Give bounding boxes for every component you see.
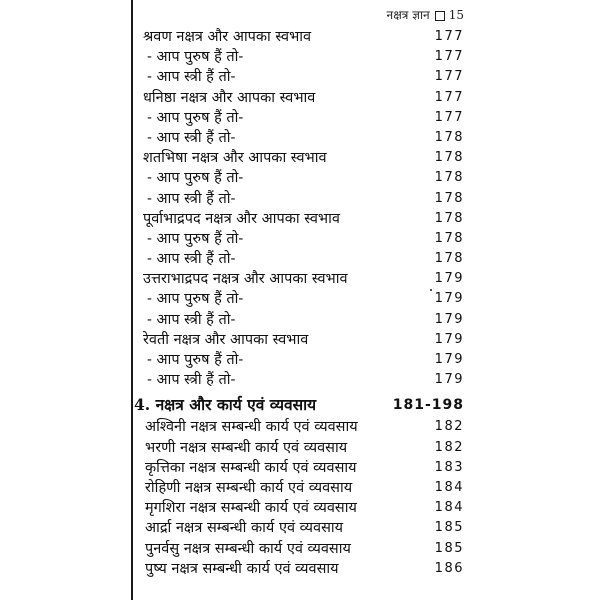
- toc-entry-label: भरणी नक्षत्र सम्बन्धी कार्य एवं व्यवसाय: [145, 439, 348, 456]
- toc-subentry-row: [131, 67, 468, 87]
- toc-entry-label: धनिष्ठा नक्षत्र और आपका स्वभाव: [143, 89, 316, 106]
- toc-subentry-row: [131, 168, 468, 188]
- toc-entry-label: - आप पुरुष हैं तो-: [147, 49, 244, 66]
- toc-entry-row: [131, 27, 468, 47]
- toc-entry-page: 184: [434, 479, 464, 495]
- toc-subentry-row: [131, 249, 468, 269]
- toc-entry-page: 178: [434, 230, 464, 246]
- toc-entry-label: अश्विनी नक्षत्र सम्बन्धी कार्य एवं व्यवसाय: [145, 419, 358, 436]
- toc-entry-page: 178: [434, 129, 464, 145]
- toc-entry-label: रोहिणी नक्षत्र सम्बन्धी कार्य एवं व्यवसाय: [145, 479, 353, 496]
- toc-subentry-row: [131, 289, 468, 309]
- toc-entry-label: - आप पुरुष हैं तो-: [147, 352, 244, 368]
- toc-entry-row: [131, 458, 468, 478]
- toc-entry-label: शतभिषा नक्षत्र और आपका स्वभाव: [143, 150, 327, 167]
- toc-entry-page: 179: [434, 291, 464, 307]
- toc-entry-page: 184: [434, 500, 464, 516]
- toc-entry-label: - आप स्त्री हैं तो-: [147, 311, 236, 328]
- toc-entry-page: 185: [434, 520, 464, 536]
- toc-entry-page: 179: [434, 331, 464, 347]
- toc-entry-row: [131, 330, 468, 350]
- toc-entry-row: [131, 209, 468, 229]
- toc-subentry-row: [131, 370, 468, 390]
- toc-entry-label: - आप स्त्री हैं तो-: [147, 372, 236, 389]
- toc-entry-label: - आप स्त्री हैं तो-: [147, 129, 236, 146]
- toc-entry-page: 177: [434, 29, 464, 44]
- toc-entry-row: [131, 269, 468, 289]
- toc-entry-label: - आप स्त्री हैं तो-: [147, 69, 236, 86]
- toc-chapter-row: [131, 393, 468, 417]
- toc-entry-page: 181-198: [392, 397, 464, 414]
- square-bullet-icon: [435, 11, 445, 21]
- toc-entry-page: 182: [434, 419, 464, 435]
- toc-entry-page: 178: [434, 190, 464, 206]
- toc-entry-label: पूर्वाभाद्रपद नक्षत्र और आपका स्वभाव: [143, 210, 340, 227]
- toc-subentry-row: [131, 189, 468, 209]
- toc-entry-page: 178: [434, 170, 464, 186]
- toc-entry-label: रेवती नक्षत्र और आपका स्वभाव: [143, 331, 309, 348]
- table-of-contents: [131, 27, 468, 579]
- toc-entry-page: 186: [434, 560, 464, 576]
- toc-subentry-row: [131, 229, 468, 249]
- running-header-title: नक्षत्र ज्ञान: [386, 8, 430, 22]
- toc-subentry-row: [131, 108, 468, 128]
- toc-entry-page: 183: [434, 459, 464, 475]
- toc-entry-page: 177: [434, 49, 464, 65]
- toc-entry-label: - आप स्त्री हैं तो-: [147, 190, 236, 207]
- toc-entry-row: [131, 498, 468, 518]
- toc-entry-label: मृगशिरा नक्षत्र सम्बन्धी कार्य एवं व्यवसाय: [145, 500, 357, 517]
- toc-entry-row: [131, 539, 468, 559]
- toc-entry-label: आर्द्रा नक्षत्र सम्बन्धी कार्य एवं व्यवसाय: [145, 520, 344, 537]
- toc-entry-page: 178: [434, 210, 464, 226]
- page-number: 15: [448, 8, 464, 22]
- toc-entry-page: 179: [434, 372, 464, 388]
- toc-entry-label: उत्तराभाद्रपद नक्षत्र और आपका स्वभाव: [143, 271, 348, 288]
- toc-entry-page: 177: [434, 69, 464, 85]
- toc-entry-page: 178: [434, 251, 464, 267]
- toc-entry-label: कृत्तिका नक्षत्र सम्बन्धी कार्य एवं व्यवसाय: [145, 459, 357, 476]
- toc-subentry-row: [131, 310, 468, 330]
- toc-entry-page: 177: [434, 109, 464, 125]
- toc-entry-page: 179: [434, 352, 464, 367]
- toc-entry-page: 179: [434, 271, 464, 287]
- toc-entry-label: पुनर्वसु नक्षत्र सम्बन्धी कार्य एवं व्यवसाय: [145, 540, 351, 557]
- toc-entry-row: [131, 148, 468, 168]
- toc-entry-page: 178: [434, 150, 464, 166]
- toc-entry-row: [131, 518, 468, 538]
- toc-entry-row: [131, 438, 468, 458]
- toc-entry-label: - आप पुरुष हैं तो-: [147, 230, 244, 247]
- toc-entry-label: पुष्य नक्षत्र सम्बन्धी कार्य एवं व्यवसाय: [145, 560, 339, 577]
- toc-entry-row: [131, 478, 468, 498]
- toc-subentry-row: [131, 47, 468, 67]
- toc-entry-page: 177: [434, 89, 464, 105]
- running-header: [387, 6, 464, 23]
- toc-entry-label: श्रवण नक्षत्र और आपका स्वभाव: [143, 29, 312, 45]
- toc-subentry-row: [131, 128, 468, 148]
- toc-entry-page: 179: [434, 311, 464, 327]
- toc-entry-row: [131, 559, 468, 579]
- toc-entry-label: - आप पुरुष हैं तो-: [147, 109, 244, 126]
- toc-entry-page: 185: [434, 540, 464, 556]
- toc-entry-label: 4. नक्षत्र और कार्य एवं व्यवसाय: [134, 395, 317, 415]
- toc-subentry-row: [131, 350, 468, 370]
- toc-entry-label: - आप पुरुष हैं तो-: [147, 291, 244, 308]
- toc-entry-page: 182: [434, 439, 464, 455]
- toc-entry-row: [131, 88, 468, 108]
- toc-entry-label: - आप पुरुष हैं तो-: [147, 170, 244, 187]
- toc-entry-row: [131, 417, 468, 437]
- toc-entry-label: - आप स्त्री हैं तो-: [147, 251, 236, 268]
